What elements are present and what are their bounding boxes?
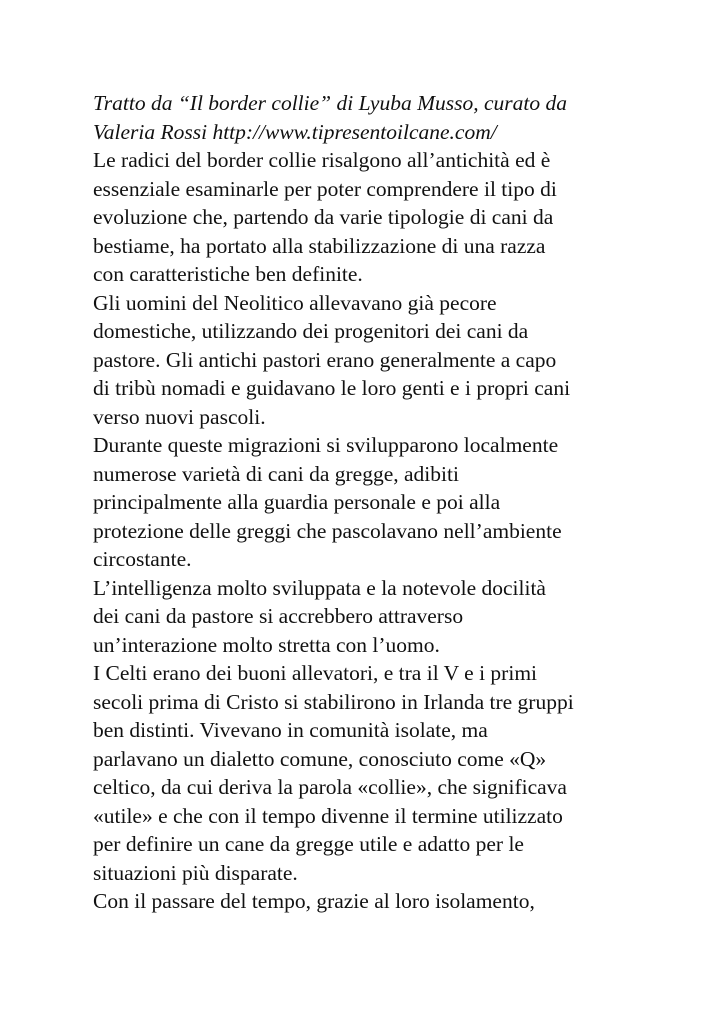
body-text-line: essenziale esaminarle per poter comprendere il tipo di [93, 176, 557, 201]
body-text-line: I Celti erano dei buoni allevatori, e tra il V e i primi [93, 661, 538, 685]
body-text-line: secoli prima di Cristo si stabilirono in Irlanda tre gruppi [93, 689, 574, 714]
document-page [93, 89, 693, 916]
body-text-line: protezione delle greggi che pascolavano nell’ambiente [93, 518, 562, 543]
source-credit-line: Tratto da “Il border collie” di Lyuba Musso, curato da [93, 91, 567, 115]
body-text-line: con caratteristiche ben definite. [93, 262, 363, 286]
body-text-line: un’interazione molto stretta con l’uomo. [93, 632, 440, 657]
body-text-line: Gli uomini del Neolitico allevavano già pecore [93, 290, 497, 315]
body-text-line: L’intelligenza molto sviluppata e la notevole docilità [93, 575, 546, 600]
body-text-line: bestiame, ha portato alla stabilizzazione di una razza [93, 233, 546, 258]
body-text-line: domestiche, utilizzando dei progenitori dei cani da [93, 319, 529, 343]
body-text-line: circostante. [93, 547, 192, 571]
body-text-line: celtico, da cui deriva la parola «collie», che significava [93, 775, 567, 799]
body-text-line: per definire un cane da gregge utile e adatto per le [93, 832, 524, 856]
body-text-line: numerose varietà di cani da gregge, adibiti [93, 461, 459, 486]
body-text-line: Le radici del border collie risalgono all’antichità ed è [93, 148, 551, 172]
body-text-line: dei cani da pastore si accrebbero attraverso [93, 604, 464, 628]
body-text-line: principalmente alla guardia personale e poi alla [93, 490, 501, 514]
body-text-line: parlavano un dialetto comune, conosciuto come «Q» [93, 746, 547, 771]
body-text-line: pastore. Gli antichi pastori erano generalmente a capo [93, 347, 557, 372]
body-text-line: ben distinti. Vivevano in comunità isolate, ma [93, 718, 488, 742]
body-text-line: Con il passare del tempo, grazie al loro isolamento, [93, 889, 535, 913]
body-text-line: di tribù nomadi e guidavano le loro genti e i propri cani [93, 376, 571, 400]
body-text-line: «utile» e che con il tempo divenne il termine utilizzato [93, 803, 563, 828]
body-text-line: situazioni più disparate. [93, 860, 298, 885]
body-text-line: evoluzione che, partendo da varie tipologie di cani da [93, 205, 554, 229]
source-credit-line: Valeria Rossi http://www.tipresentoilcane.com/ [93, 119, 497, 144]
body-text-line: verso nuovi pascoli. [93, 404, 266, 429]
body-text-line: Durante queste migrazioni si svilupparono localmente [93, 433, 559, 457]
